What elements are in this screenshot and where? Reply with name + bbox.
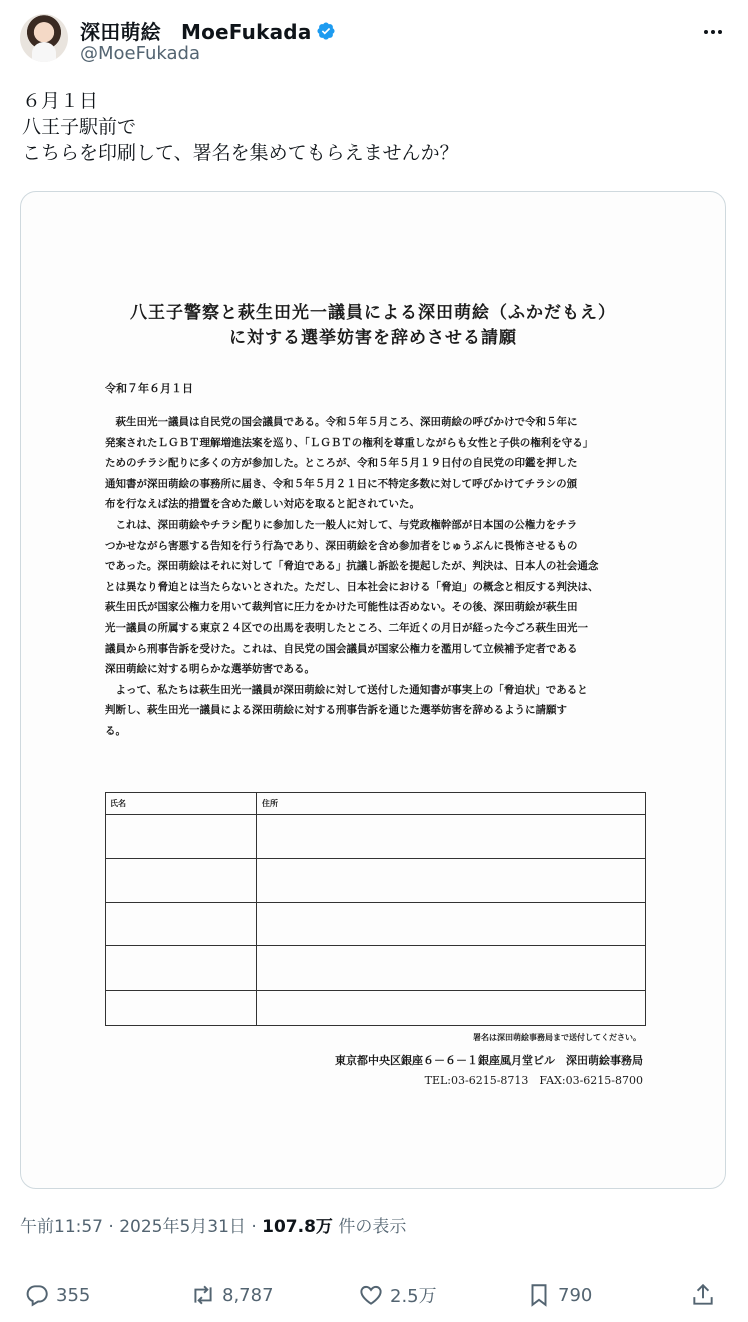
- share-icon: [690, 1282, 716, 1308]
- reply-icon: [24, 1282, 50, 1308]
- views-label: 件の表示: [332, 1217, 407, 1237]
- body-line: これは、深田萌絵やチラシ配りに参加した一般人に対して、与党政権幹部が日本国の公権力をチラ: [105, 518, 578, 531]
- repost-button[interactable]: [190, 1282, 274, 1308]
- body-line: 萩生田氏が国家公権力を用いて裁判官に圧力をかけた可能性は否めない。その後、深田萌絵が萩生田: [105, 601, 578, 614]
- table-row-line: [106, 945, 645, 946]
- document-title-line2: に対する選挙妨害を辞めさせる請願: [229, 328, 517, 348]
- submission-note: 署名は深田萌絵事務局まで送付してください。: [473, 1032, 641, 1042]
- timestamp[interactable]: 午前11:57 · 2025年5月31日 ·: [20, 1217, 263, 1237]
- tweet-line: ６月１日: [22, 90, 99, 112]
- verified-badge-icon: [316, 21, 336, 41]
- author-name-row[interactable]: [80, 16, 336, 45]
- tweet-header: [20, 14, 728, 70]
- bookmark-icon: [526, 1282, 552, 1308]
- signature-table: [105, 792, 646, 1026]
- body-line: であった。深田萌絵はそれに対して「脅迫である」抗議し訴訟を提起したが、判決は、日本人の社会通念: [105, 560, 599, 573]
- signature-table-header: [106, 793, 645, 815]
- repost-count: 8,787: [222, 1284, 274, 1306]
- body-line: ためのチラシ配りに多くの方が参加した。ところが、令和５年５月１９日付の自民党の印鑑を押した: [105, 457, 578, 470]
- body-line: 布を行なえば法的措置を含めた厳しい対応を取ると記されていた。: [105, 498, 420, 511]
- tweet-line: 八王子駅前で: [22, 116, 137, 138]
- document-date: 令和７年６月１日: [105, 382, 193, 395]
- reply-button[interactable]: [24, 1282, 90, 1308]
- like-button[interactable]: [358, 1282, 437, 1308]
- body-line: 光一議員の所属する東京２４区での出馬を表明したところ、二年近くの月日が経った今ごろ萩生田光一: [105, 621, 588, 634]
- column-address-header: 住所: [262, 798, 278, 808]
- table-row-line: [106, 902, 645, 903]
- bookmark-button[interactable]: [526, 1282, 592, 1308]
- author-handle[interactable]: @MoeFukada: [80, 43, 200, 64]
- heart-icon: [358, 1282, 384, 1308]
- body-line: る。: [105, 724, 126, 737]
- petition-document: [21, 192, 725, 1188]
- tweet-text: [22, 88, 459, 166]
- more-options-icon[interactable]: [698, 20, 728, 44]
- avatar[interactable]: [20, 14, 68, 62]
- document-body: [105, 412, 649, 742]
- display-name[interactable]: 深田萌絵 MoeFukada: [80, 20, 312, 44]
- tweet-line: こちらを印刷して、署名を集めてもらえませんか？: [22, 142, 459, 164]
- body-line: つかせながら害悪する告知を行う行為であり、深田萌絵を含め参加者をじゅうぶんに畏怖させるもの: [105, 539, 578, 552]
- action-bar: [0, 1270, 748, 1318]
- repost-icon: [190, 1282, 216, 1308]
- office-tel-fax: TEL:03-6215-8713 FAX:03-6215-8700: [424, 1074, 643, 1087]
- body-line: とは異なり脅迫とは当たらないとされた。ただし、日本社会における「脅迫」の概念と相反する判決は、: [105, 580, 599, 593]
- share-button[interactable]: [690, 1282, 716, 1308]
- attached-image[interactable]: [20, 191, 726, 1189]
- views-count: 107.8万: [262, 1217, 333, 1237]
- body-line: 萩生田光一議員は自民党の国会議員である。令和５年５月ころ、深田萌絵の呼びかけで令和５年に: [105, 416, 578, 428]
- office-address: 東京都中央区銀座６－６－１銀座風月堂ビル 深田萌絵事務局: [335, 1054, 643, 1067]
- body-line: 通知書が深田萌絵の事務所に届き、令和５年５月２１日に不特定多数に対して呼びかけてチラシの頒: [105, 477, 578, 490]
- body-line: よって、私たちは萩生田光一議員が深田萌絵に対して送付した通知書が事実上の「脅迫状」であると: [105, 683, 588, 696]
- body-line: 議員から刑事告訴を受けた。これは、自民党の国会議員が国家公権力を濫用して立候補予定者である: [105, 642, 578, 655]
- table-row-line: [106, 858, 645, 859]
- like-count: 2.5万: [390, 1286, 437, 1307]
- body-line: 判断し、萩生田光一議員による深田萌絵に対する刑事告訴を通じた選挙妨害を辞めるように請願す: [105, 704, 567, 717]
- table-row-line: [106, 990, 645, 991]
- bookmark-count: 790: [558, 1284, 593, 1306]
- document-title: 八王子警察と萩生田光一議員による深田萌絵（ふかだもえ）: [130, 303, 616, 323]
- body-line: 発案されたＬＧＢＴ理解増進法案を巡り、「ＬＧＢＴの権利を尊重しながらも女性と子供の権利を守る」: [105, 436, 594, 449]
- column-name-header: 氏名: [110, 798, 126, 808]
- reply-count: 355: [56, 1284, 91, 1306]
- body-line: 深田萌絵に対する明らかな選挙妨害である。: [105, 663, 315, 676]
- tweet-meta: [20, 1212, 406, 1237]
